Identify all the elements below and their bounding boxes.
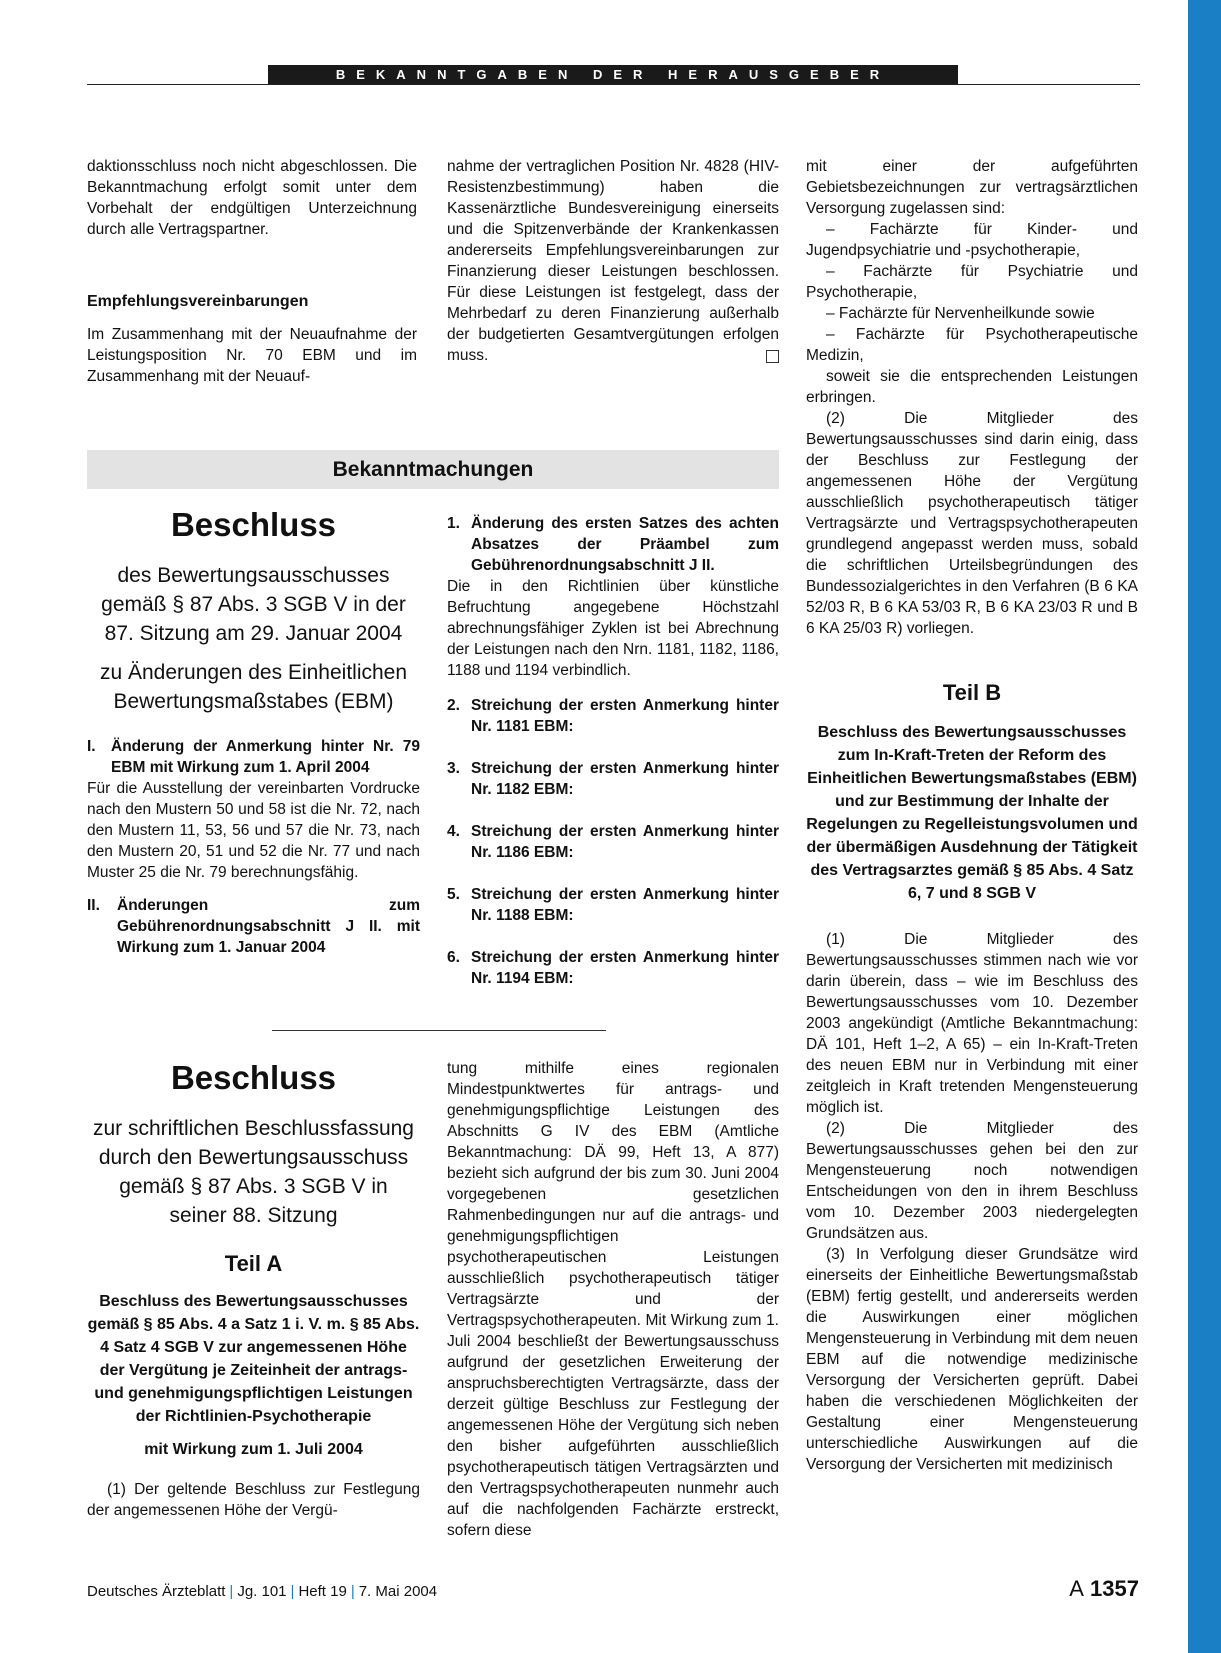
page-prefix: A — [1069, 1576, 1084, 1601]
item1-text: Für die Ausstellung der vereinbarten Vordrucke nach den Mustern 50 und 58 ist die Nr. 72, nach den Mustern 11, 53, 56 und 57 die Nr. 73, nach den Mustern 20, 51 und 52 die Nr. 77 und nach Muster 25 die Nr. 79 berechnungsfähig. — [87, 780, 420, 881]
item-number: 5. — [447, 886, 460, 903]
col3-p6: (3) In Verfolgung dieser Grundsätze wird einerseits der Einheitliche Bewertungsmaßstab (EBM) fertig gestellt, und andererseits werden die Auswirkungen einer möglichen Mengensteuerung in Verbindung mit dem neuen EBM auf die notwendige medizinische Versorgung der Versicherten geprüft. Dabei haben die verschiedenen Möglichkeiten der Gestaltung einer Mengensteuerung unterschiedliche Auswirkungen auf die Versorgung der Versicherten mit medizinisch — [806, 1246, 1138, 1473]
col3-list-item: – Fachärzte für Kinder- und Jugendpsychiatrie und -psychotherapie, — [806, 221, 1138, 259]
heading-empfehlungen: Empfehlungsvereinbarungen — [87, 293, 309, 310]
beschluss1-title: Beschluss — [170, 506, 337, 543]
footer-volume: Jg. 101 — [237, 1583, 287, 1600]
teil-b-subtitle: Beschluss des Bewertungsausschusses zum In-Kraft-Treten der Reform des Einheitlichen Bewertungsmaßstabes (EBM) und zur Bestimmung der Inhalte der Regelungen zu Regelleistungsvolumen und der übermäßigen Ausdehnung der Tätigkeit des Vertragsarztes gemäß § 85 Abs. 4 Satz 6, 7 und 8 SGB V — [806, 724, 1138, 902]
teil-a-title: Teil A — [224, 1251, 283, 1276]
beschluss2-p1: (1) Der geltende Beschluss zur Festlegung der angemessenen Höhe der Vergü- — [87, 1481, 420, 1519]
end-mark-icon — [766, 350, 779, 363]
footer-separator: | — [350, 1583, 355, 1600]
footer-separator: | — [229, 1583, 234, 1600]
item1-heading: Änderung der Anmerkung hinter Nr. 79 EBM mit Wirkung zum 1. April 2004 — [111, 738, 420, 776]
beschluss2-title: Beschluss — [170, 1059, 337, 1096]
beschluss2-middle — [447, 1058, 779, 1541]
footer-issue: Heft 19 — [298, 1583, 347, 1600]
item-number: 6. — [447, 949, 460, 966]
item-number: 4. — [447, 823, 460, 840]
col3-list-item: – Fachärzte für Nervenheilkunde sowie — [826, 305, 1095, 322]
right-item-heading: Streichung der ersten Anmerkung hinter Nr. 1188 EBM: — [471, 886, 779, 924]
beschluss2-subtitle: zur schriftlichen Beschlussfassung durch den Bewertungsausschuss gemäß § 87 Abs. 3 SGB V in seiner 88. Sitzung — [93, 1117, 414, 1227]
footer-citation — [87, 1582, 437, 1602]
teil-b-title: Teil B — [942, 680, 1002, 705]
footer-separator: | — [290, 1583, 295, 1600]
page-value: 1357 — [1090, 1576, 1139, 1601]
bekanntmachungen-banner: Bekanntmachungen — [87, 450, 779, 489]
col3-p5: (2) Die Mitglieder des Bewertungsausschusses gehen bei den zur Mengensteuerung noch notwendigen Entscheidungen von den in ihrem Beschluss vom 10. Dezember 2003 niedergelegten Grundsätzen aus. — [806, 1120, 1138, 1242]
item-number: 2. — [447, 697, 460, 714]
col1-top — [87, 156, 417, 387]
col3-list-item: – Fachärzte für Psychiatrie und Psychotherapie, — [806, 263, 1138, 301]
side-color-bar — [1188, 0, 1221, 1653]
item2-heading: Änderungen zum Gebührenordnungsabschnitt J II. mit Wirkung zum 1. Januar 2004 — [117, 897, 420, 956]
right-item-heading: Streichung der ersten Anmerkung hinter Nr. 1181 EBM: — [471, 697, 779, 735]
footer-date: 7. Mai 2004 — [358, 1583, 438, 1600]
right-item-heading: Streichung der ersten Anmerkung hinter Nr. 1194 EBM: — [471, 949, 779, 987]
col3 — [806, 156, 1138, 1475]
col3-p1: mit einer der aufgeführten Gebietsbezeichnungen zur vertragsärztlichen Versorgung zugelassen sind: — [806, 158, 1138, 217]
page-number — [1069, 1576, 1139, 1602]
col2-top — [447, 156, 779, 366]
beschluss2-left — [87, 1058, 420, 1521]
footer-journal: Deutsches Ärzteblatt — [87, 1583, 226, 1600]
item-number: 1. — [447, 515, 460, 532]
beschluss1-subtitle2: zu Änderungen des Einheitlichen Bewertungsmaßstabes (EBM) — [99, 661, 408, 713]
beschluss1-subtitle1: des Bewertungsausschusses gemäß § 87 Abs. 3 SGB V in der 87. Sitzung am 29. Januar 2004 — [101, 564, 406, 645]
col3-list-item: – Fachärzte für Psychotherapeutische Medizin, — [806, 326, 1138, 364]
beschluss1-right — [447, 513, 779, 989]
beschluss2-col2: tung mithilfe eines regionalen Mindestpunktwertes für antrags- und genehmigungspflichtige Leistungen des Abschnitts G IV des EBM (Amtliche Bekanntmachung: DÄ 99, Heft 13, A 877) bezieht sich aufgrund der bis zum 30. Juni 2004 vorgegebenen gesetzlichen Rahmenbedingungen nur auf die antrags- und genehmigungspflichtigen psychotherapeutischen Leistungen ausschließlich psychotherapeutisch tätiger Vertragsärzte und der Vertragspsychotherapeuten. Mit Wirkung zum 1. Juli 2004 beschließt der Bewertungsausschuss aufgrund der gesetzlichen Erweiterung der anspruchsberechtigten Vertragsärzte, dass der derzeit gültige Beschluss zur Festlegung der angemessenen Höhe der Vergütung sich neben den bisher aufgeführten ausschließlich psychotherapeutisch tätigen Vertragsärzten und den Vertragspsychotherapeuten nunmehr auch auf die nachfolgenden Fachärzte erstreckt, sofern diese — [447, 1060, 779, 1539]
teil-a-subtitle: Beschluss des Bewertungsausschusses gemäß § 85 Abs. 4 a Satz 1 i. V. m. § 85 Abs. 4 Satz 4 SGB V zur angemessenen Höhe der Vergütung je Zeiteinheit der antrags- und genehmigungspflichtigen Leistungen der Richtlinien-Psychotherapie — [87, 1293, 420, 1425]
teil-a-date: mit Wirkung zum 1. Juli 2004 — [144, 1441, 363, 1458]
col1-p2: Im Zusammenhang mit der Neuaufnahme der Leistungsposition Nr. 70 EBM und im Zusammenhang mit der Neuauf- — [87, 326, 417, 385]
right-item-heading: Streichung der ersten Anmerkung hinter Nr. 1182 EBM: — [471, 760, 779, 798]
item-number: II. — [87, 897, 100, 914]
right-item-heading: Änderung des ersten Satzes des achten Absatzes der Präambel zum Gebührenordnungsabschnitt J II. — [471, 515, 779, 574]
col2-p1: nahme der vertraglichen Position Nr. 4828 (HIV-Resistenzbestimmung) haben die Kassenärztliche Bundesvereinigung einerseits und die Spitzenverbände der Krankenkassen andererseits Empfehlungsvereinbarungen zur Finanzierung dieser Leistungen beschlossen. Für diese Leistungen ist festgelegt, dass der Mehrbedarf zu deren Finanzierung außerhalb der budgetierten Gesamtvergütungen erfolgen muss. — [447, 158, 779, 364]
col3-p3: (2) Die Mitglieder des Bewertungsausschusses sind darin einig, dass der Beschluss zur Festlegung der angemessenen Höhe der Vergütung ausschließlich psychotherapeutisch tätiger Vertragsärzte und Vertragspsychotherapeuten grundlegend angepasst werden muss, sobald die schriftlichen Urteilsbegründungen des Bundessozialgerichtes in den Verfahren (B 6 KA 52/03 R, B 6 KA 53/03 R, B 6 KA 23/03 R und B 6 KA 25/03 R) vorliegen. — [806, 410, 1138, 637]
item-number: I. — [87, 738, 96, 755]
section-divider — [272, 1030, 606, 1031]
col1-p1: daktionsschluss noch nicht abgeschlossen. Die Bekanntmachung erfolgt somit unter dem Vorbehalt der endgültigen Unterzeichnung durch alle Vertragspartner. — [87, 158, 417, 238]
header-rule — [87, 84, 1140, 85]
item-number: 3. — [447, 760, 460, 777]
col3-p2: soweit sie die entsprechenden Leistungen erbringen. — [806, 368, 1138, 406]
section-header: BEKANNTGABEN DER HERAUSGEBER — [268, 65, 958, 84]
right-item-text: Die in den Richtlinien über künstliche Befruchtung angegebene Höchstzahl abrechnungsfähiger Zyklen ist bei Abrechnung der Leistungen nach den Nrn. 1181, 1182, 1186, 1188 und 1194 verbindlich. — [447, 578, 779, 679]
col3-p4: (1) Die Mitglieder des Bewertungsausschusses stimmen nach wie vor darin überein, dass – wie im Beschluss des Bewertungsausschusses vom 10. Dezember 2003 angekündigt (Amtliche Bekanntmachung: DÄ 101, Heft 1–2, A 65) – ein In-Kraft-Treten des neuen EBM nur in Verbindung mit einer zeitgleich in Kraft tretenden Mengensteuerung möglich ist. — [806, 931, 1138, 1116]
right-item-heading: Streichung der ersten Anmerkung hinter Nr. 1186 EBM: — [471, 823, 779, 861]
beschluss1-left — [87, 505, 420, 958]
